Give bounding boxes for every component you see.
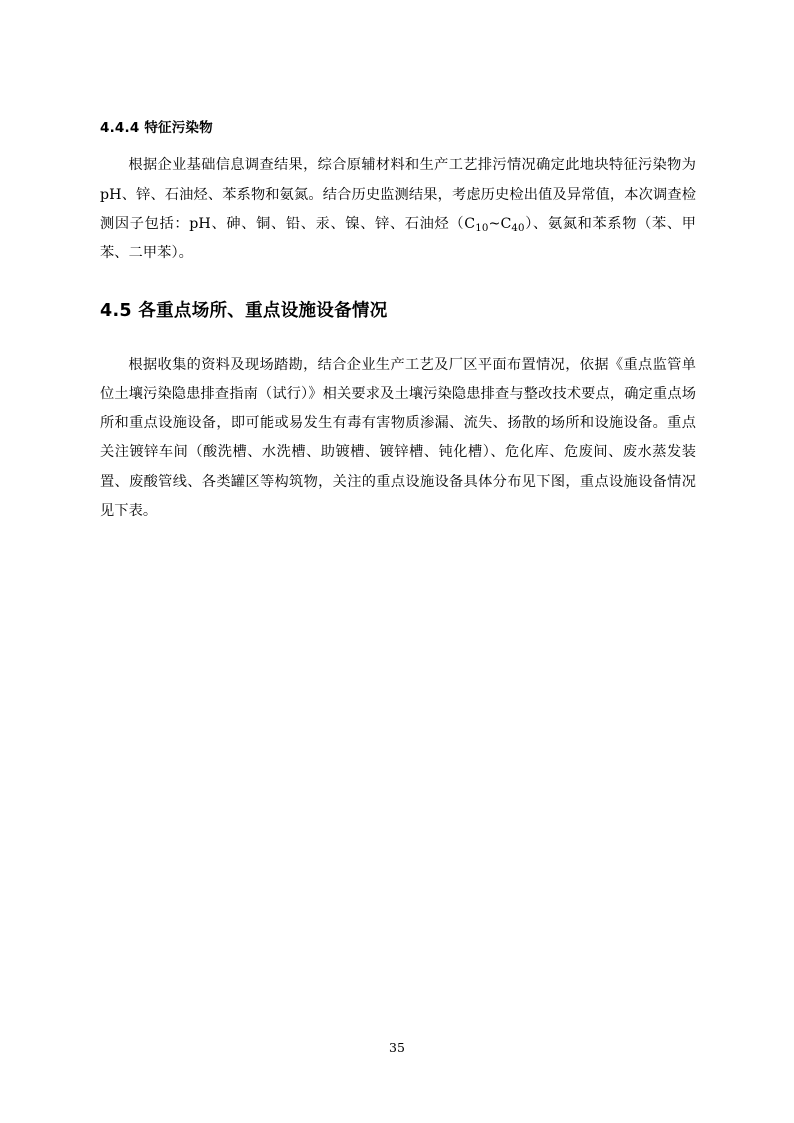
- page-content: [100, 118, 696, 526]
- page-number: 35: [389, 1040, 405, 1055]
- section-heading-4-5: 4.5 各重点场所、重点设施设备情况: [100, 301, 388, 322]
- section-heading-4-4-4: 4.4.4 特征污染物: [100, 120, 213, 136]
- paragraph-characteristic-pollutants: 根据企业基础信息调查结果，综合原辅材料和生产工艺排污情况确定此地块特征污染物为 pH、锌、石油烃、苯系物和氨氮。结合历史监测结果，考虑历史检出值及异常值，本次调查检测因子包括：pH、砷、铜、铅、汞、镍、锌、石油烃$(C_{10}\sim C_{40})$、氨氮和苯系物（苯、甲苯、二甲苯）。: [100, 157, 696, 261]
- paragraph-key-sites-facilities: 根据收集的资料及现场踏勘，结合企业生产工艺及厂区平面布置情况，依据《重点监管单位土壤污染隐患排查指南（试行）》相关要求及土壤污染隐患排查与整改技术要点，确定重点场所和重点设施设备，即可能或易发生有毒有害物质渗漏、流失、扬散的场所和设施设备。重点关注镀锌车间（酸洗槽、水洗槽、助镀槽、镀锌槽、钝化槽）、危化库、危废间、废水蒸发装置、废酸管线、各类罐区等构筑物，关注的重点设施设备具体分布见下图，重点设施设备情况见下表。: [100, 356, 696, 519]
